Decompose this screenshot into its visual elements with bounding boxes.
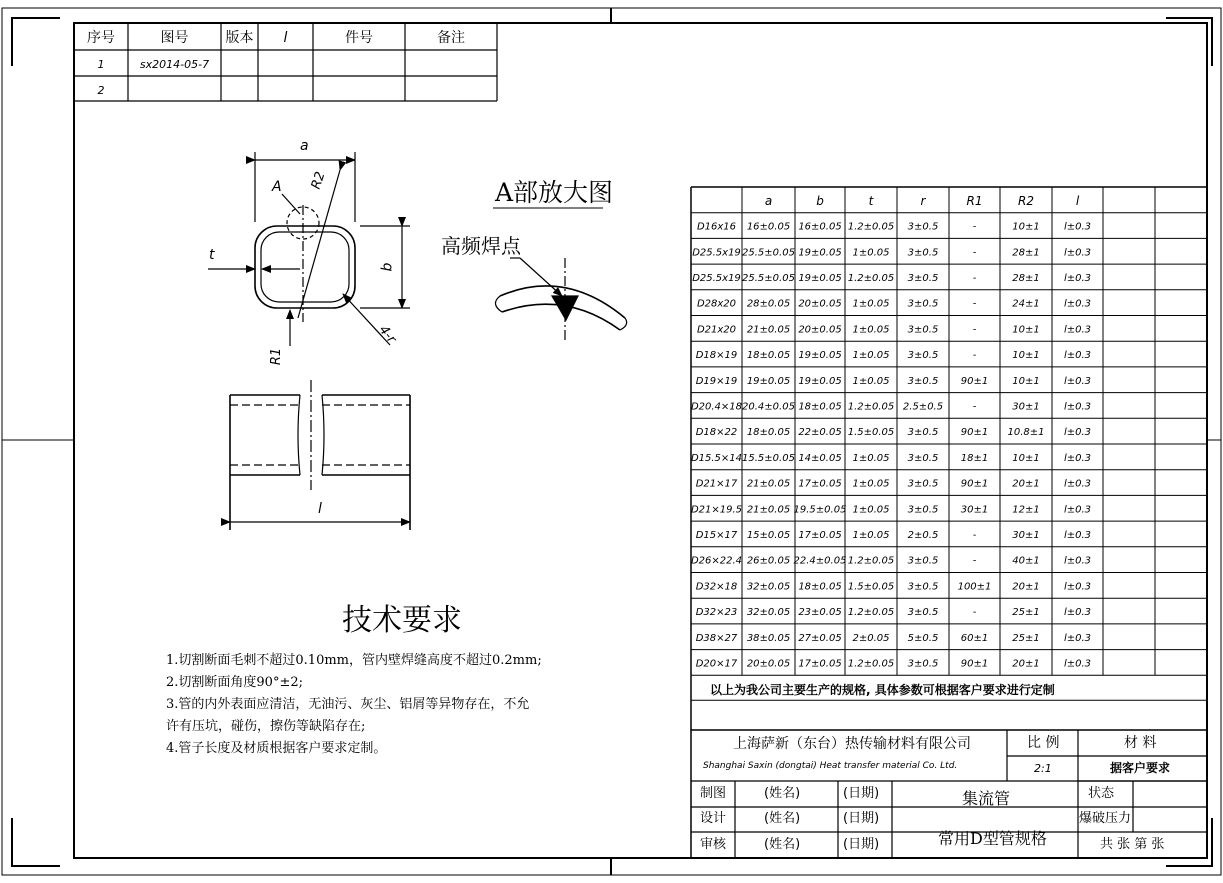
spec-cell: l±0.3: [1063, 607, 1092, 619]
spec-cell: 19±0.05: [798, 247, 842, 259]
spec-cell: 10±1: [1012, 324, 1040, 336]
spec-cell: 15±0.05: [746, 529, 791, 541]
spec-cell: 3±0.5: [907, 350, 939, 362]
spec-cell: 1±0.05: [852, 504, 890, 516]
spec-cell: 20±1: [1012, 581, 1040, 593]
spec-cell: D15×17: [695, 529, 738, 541]
spec-cell: 1.2±0.05: [847, 658, 895, 670]
spec-cell: l±0.3: [1063, 632, 1092, 644]
spec-cell: 1±0.05: [852, 375, 890, 387]
spec-cell: D32×23: [695, 607, 738, 619]
spec-header-cell: l: [1075, 193, 1080, 208]
tech-req-line: 3.管的内外表面应清洁，无油污、灰尘、铝屑等异物存在，不允: [166, 697, 530, 712]
spec-header-cell: r: [920, 193, 926, 208]
spec-cell: l±0.3: [1063, 221, 1092, 233]
spec-cell: 1.2±0.05: [847, 555, 895, 567]
spec-cell: D32×18: [695, 581, 738, 593]
spec-cell: l±0.3: [1063, 401, 1092, 413]
spec-cell: 32±0.05: [746, 607, 791, 619]
rev-header-cell: 版本: [225, 30, 254, 46]
spec-cell: 100±1: [957, 581, 992, 593]
spec-cell: 19±0.05: [798, 350, 842, 362]
spec-cell: 30±1: [1012, 401, 1040, 413]
spec-cell: 3±0.5: [907, 247, 939, 259]
spec-cell: 27±0.05: [798, 632, 842, 644]
spec-cell: 17±0.05: [798, 658, 842, 670]
spec-cell: -: [972, 324, 977, 336]
date-placeholder: (日期): [843, 837, 880, 852]
spec-cell: 1±0.05: [852, 247, 890, 259]
spec-cell: 14±0.05: [798, 452, 842, 464]
spec-cell: -: [972, 555, 977, 567]
rev-header-cell: l: [283, 30, 288, 46]
spec-cell: 28±0.05: [746, 298, 791, 310]
spec-cell: D19×19: [695, 375, 738, 387]
spec-cell: l±0.3: [1063, 452, 1092, 464]
label-a: A: [272, 179, 282, 195]
spec-cell: l±0.3: [1063, 658, 1092, 670]
spec-header-cell: R1: [966, 193, 983, 208]
spec-cell: 10.8±1: [1007, 427, 1045, 439]
spec-cell: 2±0.05: [852, 632, 890, 644]
spec-header-cell: R2: [1018, 193, 1034, 208]
spec-cell: 10±1: [1012, 375, 1040, 387]
material-value: 据客户要求: [1110, 761, 1171, 775]
spec-cell: l±0.3: [1063, 504, 1092, 516]
spec-cell: 3±0.5: [907, 581, 939, 593]
name-placeholder: (姓名): [764, 786, 801, 801]
scale-value: 2:1: [1034, 762, 1052, 775]
spec-cell: D21×19.5: [690, 504, 743, 516]
spec-cell: 1.2±0.05: [847, 272, 895, 284]
spec-cell: -: [972, 221, 977, 233]
spec-cell: 1.5±0.05: [847, 581, 895, 593]
detail-title: A部放大图: [495, 178, 614, 207]
tech-req-line: 2.切割断面角度90°±2;: [166, 675, 303, 690]
label-r2: R2: [308, 169, 329, 192]
spec-cell: l±0.3: [1063, 298, 1092, 310]
spec-cell: D26×22.4: [690, 555, 743, 567]
date-placeholder: (日期): [843, 786, 880, 801]
spec-cell: 10±1: [1012, 350, 1040, 362]
spec-cell: 18±0.05: [798, 401, 842, 413]
spec-cell: 10±1: [1012, 452, 1040, 464]
spec-cell: 90±1: [960, 375, 989, 387]
spec-cell: 38±0.05: [746, 632, 791, 644]
spec-cell: 18±0.05: [746, 427, 791, 439]
drawing-name: 常用D型管规格: [938, 829, 1047, 848]
spec-cell: -: [972, 401, 977, 413]
spec-cell: 21±0.05: [746, 324, 791, 336]
dim-a-label: a: [300, 138, 309, 154]
spec-cell: 20.4±0.05: [742, 401, 795, 413]
pressure-label: 爆破压力: [1079, 811, 1132, 826]
spec-cell: 19±0.05: [798, 272, 842, 284]
spec-cell: 1±0.05: [852, 298, 890, 310]
tech-req-line: 1.切割断面毛刺不超过0.10mm，管内壁焊缝高度不超过0.2mm;: [166, 653, 542, 668]
spec-cell: -: [972, 272, 977, 284]
spec-cell: 17±0.05: [798, 529, 842, 541]
spec-cell: 2±0.5: [907, 529, 939, 541]
status-label: 状态: [1088, 786, 1115, 801]
label-4r: 4-r: [375, 322, 399, 347]
spec-cell: 24±1: [1012, 298, 1040, 310]
spec-header-cell: t: [868, 193, 874, 208]
role-designer: 设计: [700, 811, 727, 826]
cross-section-view: [208, 152, 410, 346]
spec-cell: 20±0.05: [798, 298, 842, 310]
dim-b-label: b: [379, 262, 396, 272]
rev-cell: 1: [97, 58, 105, 71]
spec-cell: 19±0.05: [746, 375, 791, 387]
spec-cell: D28x20: [696, 298, 737, 310]
spec-cell: 3±0.5: [907, 452, 939, 464]
spec-cell: 3±0.5: [907, 607, 939, 619]
spec-cell: D18×19: [695, 350, 738, 362]
spec-cell: 3±0.5: [907, 221, 939, 233]
role-reviewer: 审核: [700, 837, 727, 852]
name-placeholder: (姓名): [764, 837, 801, 852]
date-placeholder: (日期): [843, 811, 880, 826]
spec-cell: l±0.3: [1063, 247, 1092, 259]
spec-cell: D38×27: [695, 632, 738, 644]
spec-cell: 3±0.5: [907, 427, 939, 439]
spec-cell: D15.5×14: [690, 452, 743, 464]
company-name-cn: 上海萨新（东台）热传输材料有限公司: [733, 736, 971, 752]
spec-cell: 1±0.05: [852, 350, 890, 362]
spec-cell: 28±1: [1012, 247, 1040, 259]
spec-cell: 60±1: [960, 632, 989, 644]
spec-table-note: 以上为我公司主要生产的规格, 具体参数可根据客户要求进行定制: [710, 683, 1055, 697]
tech-req-list: [166, 650, 542, 760]
spec-cell: 5±0.5: [907, 632, 939, 644]
spec-cell: -: [972, 607, 977, 619]
spec-table: [691, 187, 1207, 730]
spec-cell: 3±0.5: [907, 478, 939, 490]
spec-cell: 1.2±0.05: [847, 221, 895, 233]
spec-cell: l±0.3: [1063, 375, 1092, 387]
spec-cell: l±0.3: [1063, 581, 1092, 593]
spec-cell: 1±0.05: [852, 478, 890, 490]
tech-req-line: 4.管子长度及材质根据客户要求定制。: [166, 741, 387, 756]
name-placeholder: (姓名): [764, 811, 801, 826]
spec-cell: l±0.3: [1063, 427, 1092, 439]
spec-cell: 21±0.05: [746, 478, 791, 490]
spec-cell: 25.5±0.05: [742, 247, 795, 259]
spec-cell: 30±1: [960, 504, 989, 516]
spec-cell: 16±0.05: [798, 221, 842, 233]
label-r1: R1: [269, 347, 285, 366]
spec-cell: 25±1: [1012, 632, 1040, 644]
spec-cell: 18±1: [960, 452, 989, 464]
spec-cell: 90±1: [960, 478, 989, 490]
spec-cell: l±0.3: [1063, 324, 1092, 336]
rev-header-cell: 件号: [345, 30, 373, 46]
company-name-en: Shanghai Saxin (dongtai) Heat transfer material Co. Ltd.: [703, 761, 958, 771]
spec-cell: 16±0.05: [746, 221, 791, 233]
rev-cell: sx2014-05-7: [139, 58, 210, 71]
spec-cell: -: [972, 298, 977, 310]
spec-cell: l±0.3: [1063, 478, 1092, 490]
spec-header-cell: a: [764, 193, 773, 208]
spec-cell: 1.5±0.05: [847, 427, 895, 439]
spec-cell: 2.5±0.5: [902, 401, 944, 413]
spec-cell: -: [972, 350, 977, 362]
spec-cell: l±0.3: [1063, 350, 1092, 362]
spec-cell: D20.4×18: [690, 401, 743, 413]
rev-header-cell: 备注: [437, 30, 465, 46]
spec-cell: 3±0.5: [907, 658, 939, 670]
spec-cell: 3±0.5: [907, 272, 939, 284]
spec-cell: 15.5±0.05: [742, 452, 795, 464]
spec-cell: 40±1: [1012, 555, 1040, 567]
detail-a-view: [493, 208, 627, 340]
spec-cell: D18×22: [695, 427, 738, 439]
spec-cell: 10±1: [1012, 221, 1040, 233]
weld-label: 高频焊点: [441, 234, 521, 258]
spec-cell: 90±1: [960, 658, 989, 670]
spec-cell: -: [972, 247, 977, 259]
spec-cell: D21×17: [695, 478, 738, 490]
spec-header-cell: b: [816, 193, 824, 208]
tech-req-title: 技术要求: [342, 603, 462, 638]
spec-cell: 32±0.05: [746, 581, 791, 593]
dim-l-label: l: [318, 501, 322, 517]
spec-cell: 21±0.05: [746, 504, 791, 516]
spec-cell: 20±0.05: [746, 658, 791, 670]
role-drafter: 制图: [700, 786, 727, 801]
spec-cell: 1±0.05: [852, 452, 890, 464]
rev-header-cell: 序号: [87, 30, 115, 46]
part-name: 集流管: [962, 789, 1011, 808]
spec-cell: 20±0.05: [798, 324, 842, 336]
spec-cell: 3±0.5: [907, 324, 939, 336]
spec-cell: 17±0.05: [798, 478, 842, 490]
spec-cell: l±0.3: [1063, 272, 1092, 284]
spec-cell: D25.5x19: [692, 272, 741, 284]
tech-req-line: 许有压坑，碰伤，擦伤等缺陷存在;: [166, 719, 366, 734]
spec-cell: D21x20: [696, 324, 737, 336]
spec-cell: 1±0.05: [852, 324, 890, 336]
dim-t-label: t: [209, 247, 215, 263]
scale-label: 比 例: [1027, 735, 1060, 751]
spec-cell: 25.5±0.05: [742, 272, 795, 284]
spec-cell: l±0.3: [1063, 529, 1092, 541]
spec-cell: 19.5±0.05: [793, 504, 847, 516]
spec-cell: 3±0.5: [907, 375, 939, 387]
spec-cell: 12±1: [1012, 504, 1040, 516]
spec-cell: 3±0.5: [907, 555, 939, 567]
spec-cell: D20×17: [695, 658, 738, 670]
spec-cell: -: [972, 529, 977, 541]
spec-cell: 20±1: [1012, 478, 1040, 490]
spec-cell: 1.2±0.05: [847, 607, 895, 619]
spec-cell: 22±0.05: [798, 427, 842, 439]
spec-cell: 3±0.5: [907, 504, 939, 516]
spec-cell: 90±1: [960, 427, 989, 439]
spec-cell: 30±1: [1012, 529, 1040, 541]
spec-cell: D25.5x19: [692, 247, 741, 259]
spec-cell: 25±1: [1012, 607, 1040, 619]
material-label: 材 料: [1124, 735, 1157, 751]
spec-cell: 1.2±0.05: [847, 401, 895, 413]
revision-table: [74, 23, 497, 101]
spec-cell: 22.4±0.05: [793, 555, 847, 567]
rev-cell: 2: [97, 84, 105, 97]
spec-cell: 23±0.05: [798, 607, 842, 619]
spec-cell: 26±0.05: [746, 555, 791, 567]
spec-cell: 28±1: [1012, 272, 1040, 284]
spec-cell: 1±0.05: [852, 529, 890, 541]
rev-header-cell: 图号: [160, 30, 189, 46]
spec-cell: l±0.3: [1063, 555, 1092, 567]
spec-cell: 20±1: [1012, 658, 1040, 670]
spec-cell: D16x16: [696, 221, 737, 233]
spec-cell: 18±0.05: [798, 581, 842, 593]
spec-cell: 18±0.05: [746, 350, 791, 362]
spec-cell: 19±0.05: [798, 375, 842, 387]
spec-cell: 3±0.5: [907, 298, 939, 310]
sheet-info: 共 张 第 张: [1100, 837, 1165, 852]
